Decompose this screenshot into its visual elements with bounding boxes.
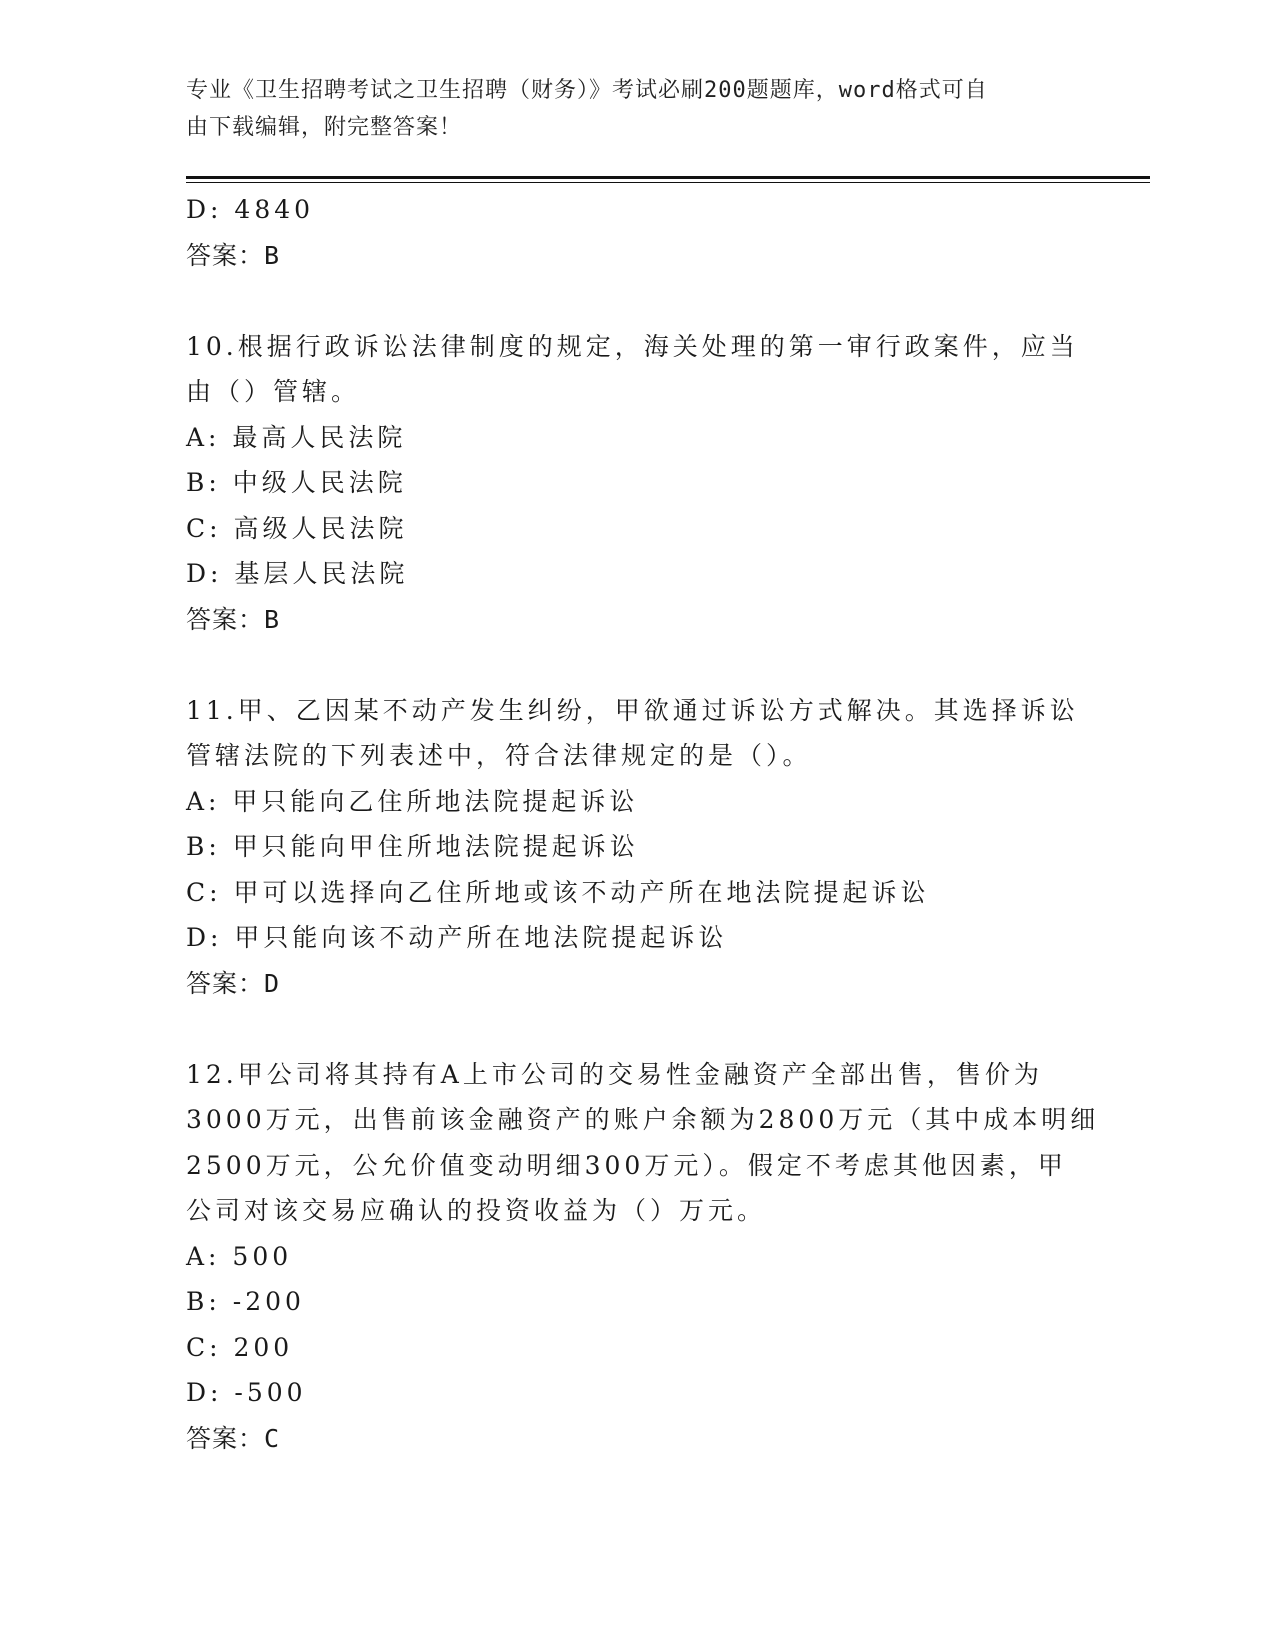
question-text-line: 12.甲公司将其持有A上市公司的交易性金融资产全部出售，售价为 — [186, 1059, 1043, 1089]
option-d: D: -500 — [186, 1378, 307, 1407]
option-b: B: -200 — [186, 1287, 305, 1316]
question-11 — [186, 688, 1086, 1007]
answer: 答案：D — [186, 968, 281, 998]
option-b: B: 甲只能向甲住所地法院提起诉讼 — [186, 832, 639, 861]
spacer — [186, 642, 1086, 688]
document-body — [186, 187, 1100, 1461]
answer: 答案：B — [186, 604, 281, 634]
option-c: C: 200 — [186, 1332, 294, 1362]
header-rule-thick — [186, 176, 1150, 179]
question-text-line: 3000万元，出售前该金融资产的账户余额为2800万元（其中成本明细 — [186, 1105, 1100, 1134]
option-a: A: 500 — [186, 1241, 293, 1271]
question-text-line: 10.根据行政诉讼法律制度的规定，海关处理的第一审行政案件，应当 — [186, 331, 1079, 361]
question-text-line: 管辖法院的下列表述中，符合法律规定的是（）。 — [186, 741, 812, 770]
option-d: D: 基层人民法院 — [186, 559, 409, 588]
answer: 答案：C — [186, 1423, 281, 1453]
option-a: A: 甲只能向乙住所地法院提起诉讼 — [186, 786, 639, 816]
prev-option-d: D: 4840 — [186, 195, 315, 224]
header-line-2: 由下载编辑，附完整答案！ — [186, 115, 463, 140]
header-rule-thin — [186, 182, 1150, 183]
option-d: D: 甲只能向该不动产所在地法院提起诉讼 — [186, 923, 728, 952]
question-text-line: 由（）管辖。 — [186, 377, 361, 406]
spacer — [186, 1006, 1086, 1052]
option-c: C: 甲可以选择向乙住所地或该不动产所在地法院提起诉讼 — [186, 877, 930, 907]
prev-answer: 答案：B — [186, 240, 281, 270]
question-text-line: 2500万元，公允价值变动明细300万元）。假定不考虑其他因素，甲 — [186, 1150, 1067, 1180]
question-10 — [186, 324, 1086, 643]
question-text-line: 11.甲、乙因某不动产发生纠纷，甲欲通过诉讼方式解决。其选择诉讼 — [186, 695, 1079, 725]
question-12 — [186, 1052, 1100, 1462]
header-line-1: 专业《卫生招聘考试之卫生招聘（财务）》考试必刷200题题库，word格式可自 — [186, 78, 988, 103]
question-text-line: 公司对该交易应确认的投资收益为（）万元。 — [186, 1196, 767, 1225]
document-header — [186, 72, 1066, 146]
option-c: C: 高级人民法院 — [186, 513, 408, 543]
spacer — [186, 278, 1086, 324]
option-b: B: 中级人民法院 — [186, 468, 407, 497]
option-a: A: 最高人民法院 — [186, 422, 407, 452]
